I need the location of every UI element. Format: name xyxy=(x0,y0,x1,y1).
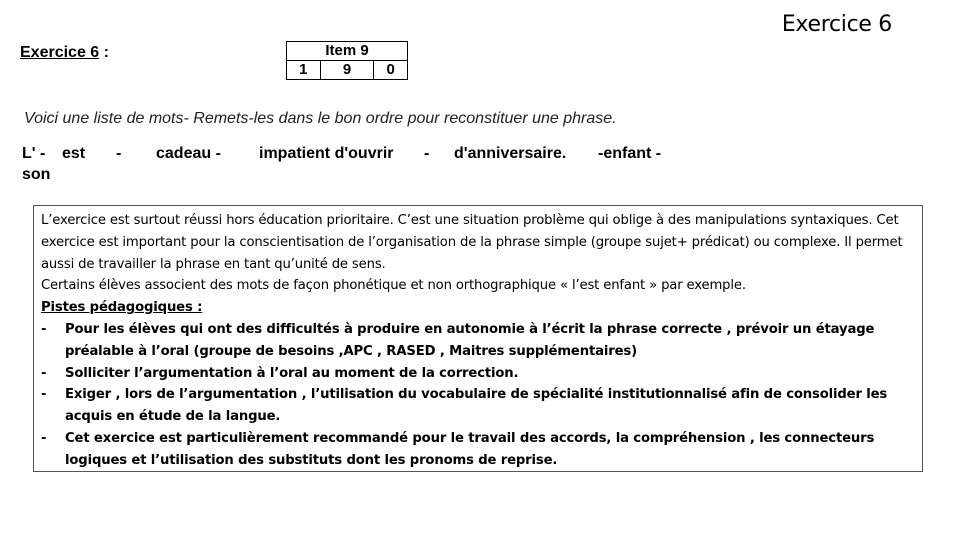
list-item xyxy=(41,319,916,363)
word-item: impatient d'ouvrir xyxy=(259,145,394,162)
commentary-paragraph: L’exercice est surtout réussi hors éducation prioritaire. C’est une situation problème qui oblige à des manipulations syntaxiques. Cet exercice est important pour la conscientisation de l’organisation de la phrase simple (groupe sujet+ prédicat) ou complexe. Il permet aussi de travailler la phrase en tant qu’unité de sens. xyxy=(41,213,903,272)
list-item-text: Cet exercice est particulièrement recommandé pour le travail des accords, la compréhension , les connecteurs logiques et l’utilisation des substituts dont les pronoms de reprise. xyxy=(65,430,875,468)
pistes-list xyxy=(41,319,916,472)
item-code-cell: 9 xyxy=(320,61,374,80)
word-item: son xyxy=(22,166,51,183)
word-item: -enfant - xyxy=(598,145,662,162)
word-item: L' - xyxy=(22,145,46,162)
slide-title: Exercice 6 xyxy=(781,12,892,37)
word-item: d'anniversaire. xyxy=(454,145,567,162)
exercise-instruction: Voici une liste de mots- Remets-les dans le bon ordre pour reconstituer une phrase. xyxy=(24,110,617,127)
item-table-header: Item 9 xyxy=(287,42,408,61)
item-table-header-row xyxy=(287,42,408,61)
pistes-heading: Pistes pédagogiques : xyxy=(41,300,203,316)
exercise-heading-colon: : xyxy=(99,44,109,61)
list-item xyxy=(41,384,916,428)
list-item xyxy=(41,363,916,385)
word-item: - xyxy=(424,145,430,162)
bullet-dash: - xyxy=(41,387,47,403)
word-list xyxy=(0,142,700,186)
commentary-box xyxy=(33,205,923,472)
list-item-text: Exiger , lors de l’argumentation , l’utilisation du vocabulaire de spécialité institutionnalisé afin de consolider les acquis en étude de la langue. xyxy=(65,387,888,425)
word-item: cadeau - xyxy=(156,145,221,162)
exercise-heading-label: Exercice 6 xyxy=(20,44,100,61)
list-item xyxy=(41,428,916,472)
word-item: est xyxy=(62,145,86,162)
word-item: - xyxy=(116,145,122,162)
list-item-text: Solliciter l’argumentation à l’oral au moment de la correction. xyxy=(65,365,519,381)
bullet-dash: - xyxy=(41,430,47,446)
item-score-table xyxy=(286,41,408,80)
item-code-cell: 0 xyxy=(374,61,408,80)
list-item-text: Pour les élèves qui ont des difficultés à produire en autonomie à l’écrit la phrase correcte , prévoir un étayage préalable à l’oral (groupe de besoins ,APC , RASED , Maitres supplémentaires) xyxy=(65,321,875,359)
bullet-dash: - xyxy=(41,365,47,381)
commentary-paragraph: Certains élèves associent des mots de façon phonétique et non orthographique « l’est enfant » par exemple. xyxy=(41,278,746,294)
item-code-cell: 1 xyxy=(287,61,321,80)
item-table-codes-row xyxy=(287,61,408,80)
exercise-heading xyxy=(20,44,109,62)
bullet-dash: - xyxy=(41,321,47,337)
